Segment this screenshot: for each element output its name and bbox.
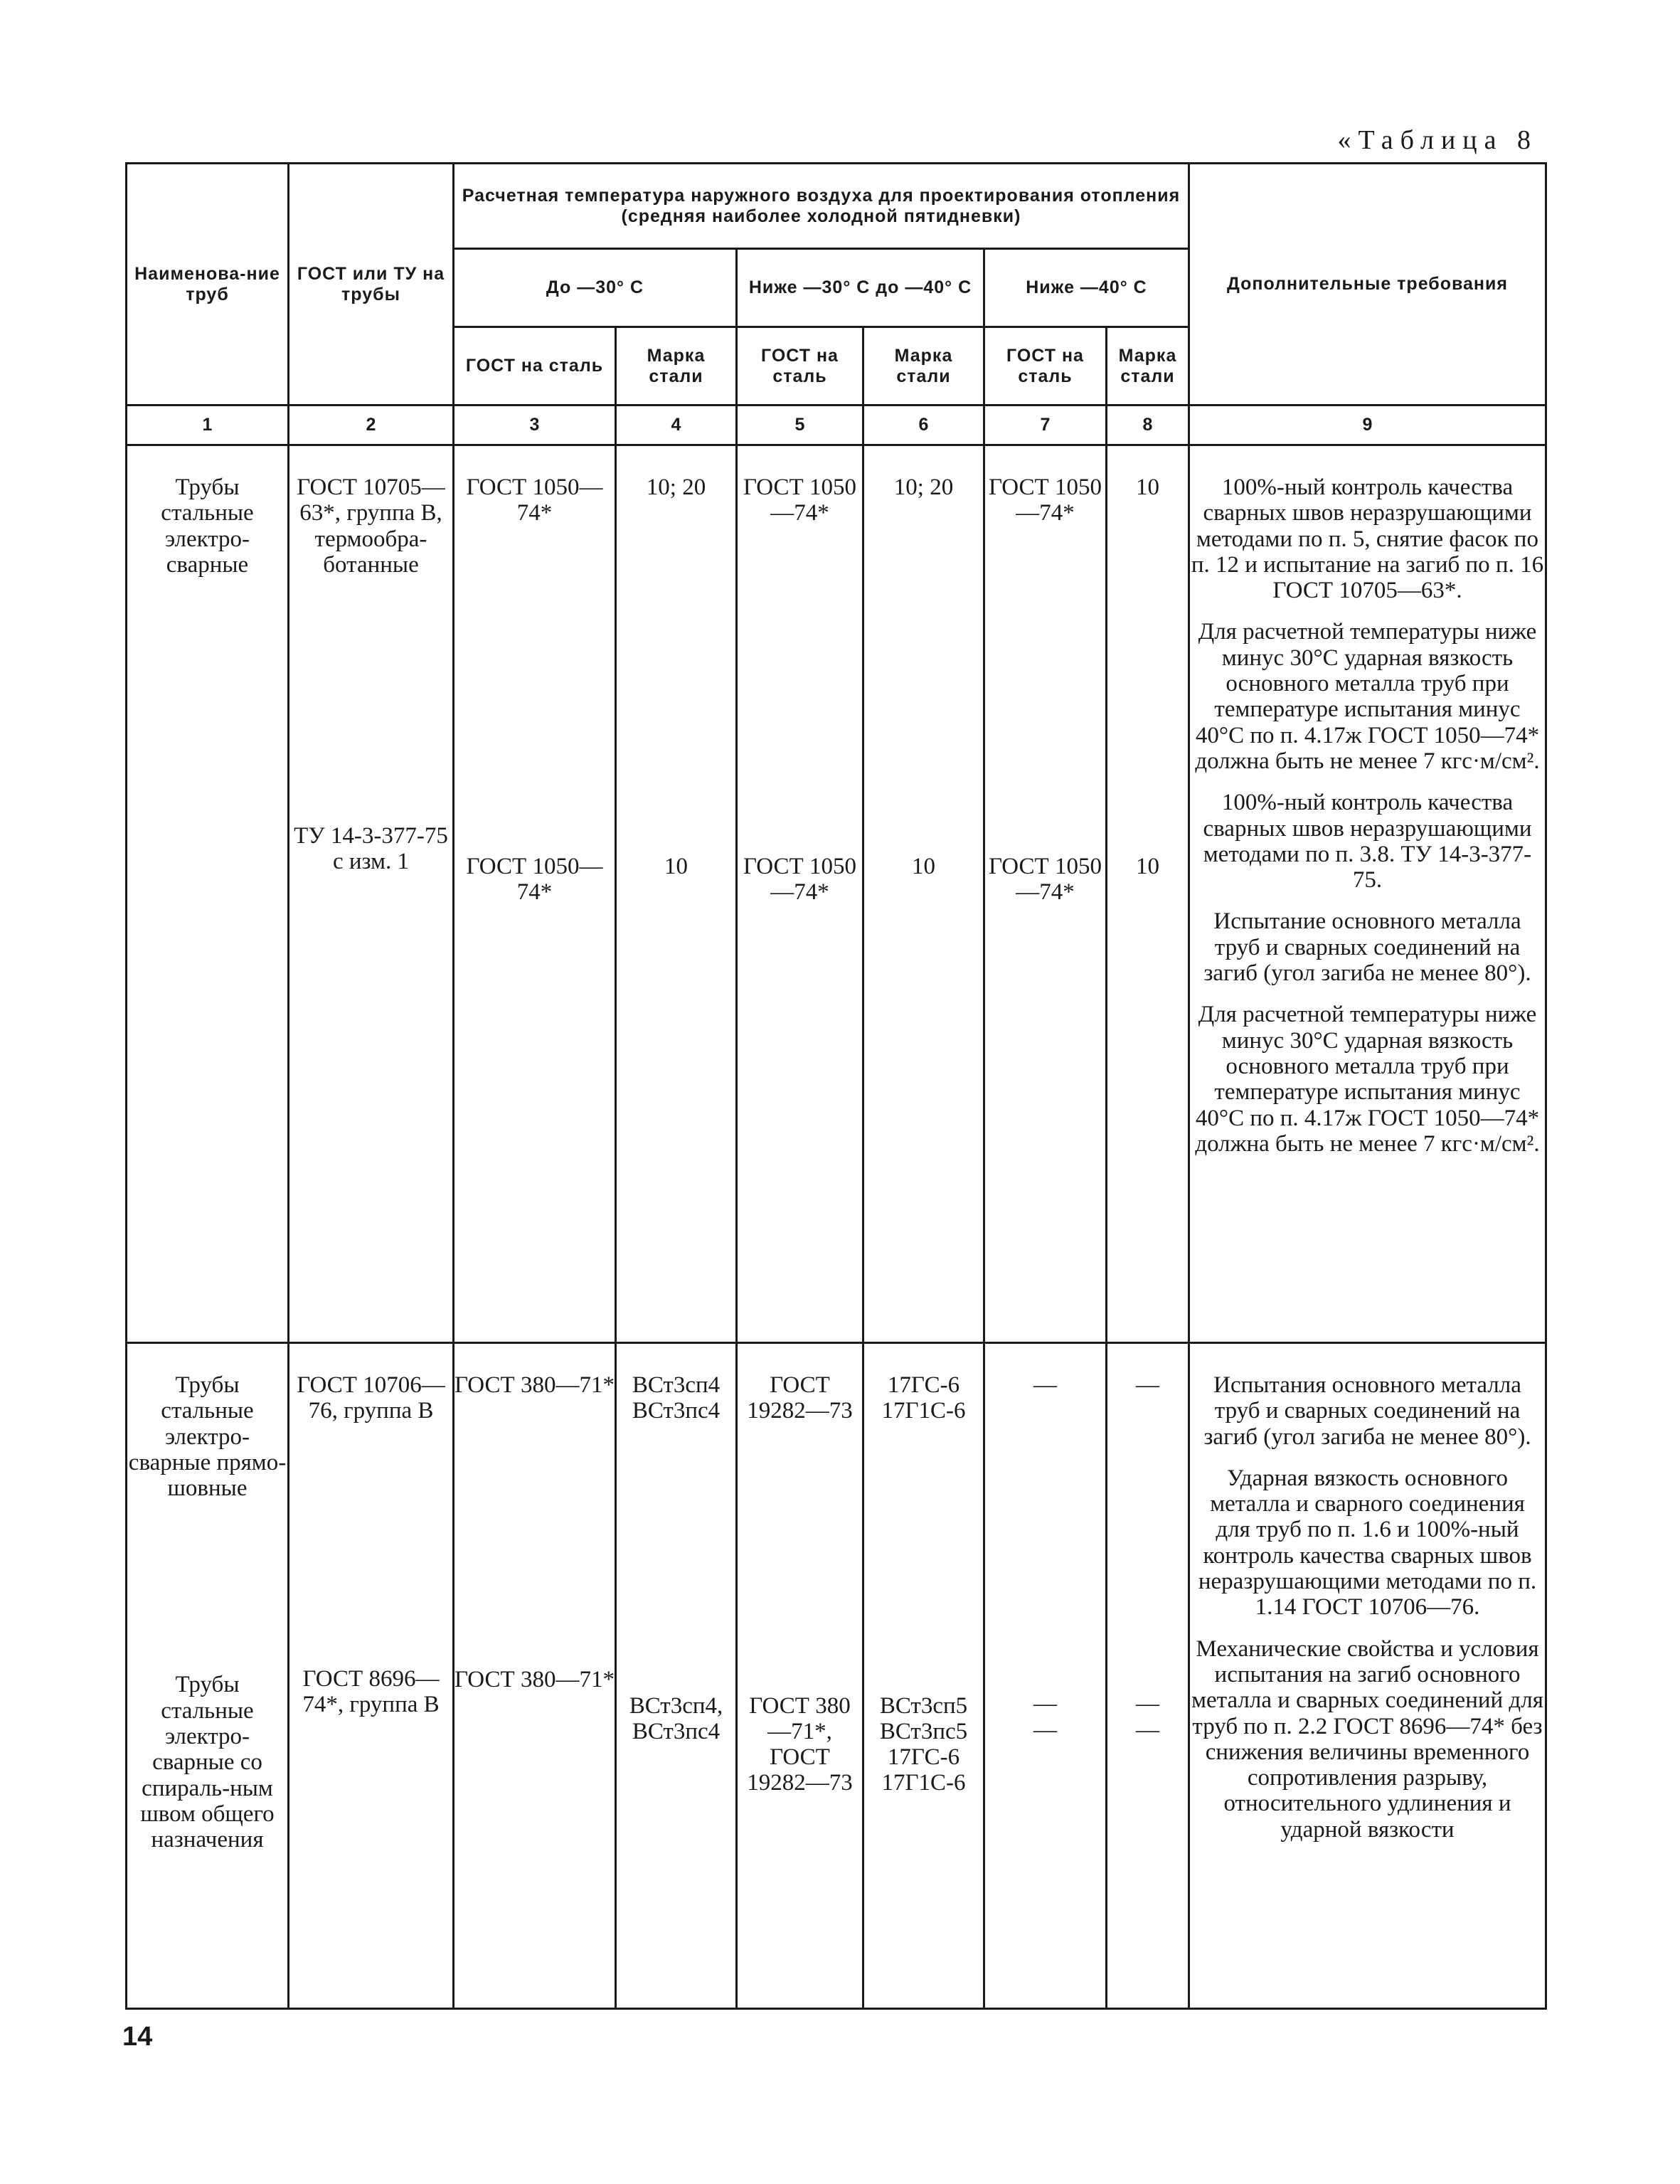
steel-standard: ГОСТ 380—71* [454,1667,615,1693]
steel-standard: ГОСТ 1050—74* [989,853,1102,905]
header-range-1: До —30° С [454,249,737,327]
steel-grade: 17ГС-6 17Г1С-6 [881,1372,966,1424]
column-number: 6 [863,405,984,445]
steel-standard: ГОСТ 19282—73 [747,1372,853,1424]
steel-standard: ГОСТ 1050—74* [743,853,856,905]
header-steel-gost-2: ГОСТ на сталь [737,327,863,405]
steel-grade: 10 [1136,854,1159,880]
steel-grade: 10; 20 [646,475,706,500]
steel-grade: 10 [1136,475,1159,500]
requirement-text: 100%-ный контроль качества сварных швов неразрушающими методами по п. 5, снятие фасок по п. 12 и испытание на загиб по п. 16 ГОСТ 10705—63*. [1191,475,1544,604]
pipe-standard: ГОСТ 8696—74*, группа В [302,1665,440,1717]
header-name: Наименова-ние труб [127,164,289,405]
table-caption: «Таблица 8 [1337,125,1538,155]
requirement-text: 100%-ный контроль качества сварных швов неразрушающими методами по п. 3.8. ТУ 14-3-377-75. [1203,790,1532,894]
pipe-standard: ТУ 14-3-377-75 с изм. 1 [294,823,448,875]
requirement-text: Испытания основного металла труб и сварных соединений на загиб (угол загиба не менее 80°). [1203,1372,1531,1450]
steel-grade: 10 [912,854,935,880]
steel-grade: 10 [664,854,688,880]
steel-standard: ГОСТ 1050—74* [466,853,603,905]
header-steel-grade-3: Марка стали [1107,327,1189,405]
column-number: 5 [737,405,863,445]
pipe-name: Трубы стальные электро-сварные [161,475,254,578]
column-number: 2 [289,405,454,445]
pipe-standard: ГОСТ 10706—76, группа В [297,1372,445,1424]
header-steel-gost-1: ГОСТ на сталь [454,327,616,405]
header-range-3: Ниже —40° С [984,249,1189,327]
header-range-2: Ниже —30° С до —40° С [737,249,984,327]
header-steel-gost-3: ГОСТ на сталь [984,327,1107,405]
pipe-name: Трубы стальные электро-сварные прямо-шовные [128,1372,287,1502]
header-gost: ГОСТ или ТУ на трубы [289,164,454,405]
empty-dash: — [1136,1717,1159,1743]
header-steel-grade-1: Марка стали [616,327,737,405]
steel-grade: ВСт3сп5 ВСт3пс5 17ГС-6 17Г1С-6 [879,1692,968,1796]
requirement-text: Для расчетной температуры ниже минус 30°С ударная вязкость основного металла труб при температуре испытания минус 40°С по п. 4.17ж ГОСТ 1050—74* должна быть не менее 7 кгс·м/см². [1195,619,1540,774]
steel-standard: ГОСТ 1050—74* [989,475,1102,526]
table-row [127,445,1546,1343]
steel-standard: ГОСТ 380—71* [454,1372,615,1398]
column-number: 8 [1107,405,1189,445]
requirement-text: Для расчетной температуры ниже минус 30°С ударная вязкость основного металла труб при температуре испытания минус 40°С по п. 4.17ж ГОСТ 1050—74* должна быть не менее 7 кгс·м/см². [1195,1002,1540,1157]
steel-standard: ГОСТ 1050—74* [466,475,603,526]
empty-dash: — [1033,1372,1057,1398]
empty-dash: — [1136,1691,1159,1717]
requirement-text: Механические свойства и условия испытания на загиб основного металла и сварных соединений для труб по п. 2.2 ГОСТ 8696—74* без снижения величины временного сопротивления разрыву, относительного удлинения и ударной вязкости [1191,1636,1543,1843]
steel-standard: ГОСТ 380—71*, ГОСТ 19282—73 [747,1692,853,1796]
column-number: 4 [616,405,737,445]
column-number: 3 [454,405,616,445]
steel-pipes-table [125,162,1547,2010]
pipe-name: Трубы стальные электро-сварные со спираль-ным швом общего назначения [140,1672,275,1853]
header-temperature: Расчетная температура наружного воздуха для проектирования отопления (средняя наиболее холодной пятидневки) [454,164,1189,249]
empty-dash: — [1033,1691,1057,1717]
column-number: 1 [127,405,289,445]
empty-dash: — [1136,1372,1159,1398]
steel-standard: ГОСТ 1050—74* [743,475,856,526]
requirement-text: Ударная вязкость основного металла и сварного соединения для труб по п. 1.6 и 100%-ный контроль качества сварных швов неразрушающими методами по п. 1.14 ГОСТ 10706—76. [1198,1465,1537,1621]
empty-dash: — [1033,1717,1057,1743]
header-extra-requirements: Дополнительные требования [1189,164,1546,405]
steel-grade: ВСт3сп4, ВСт3пс4 [629,1692,723,1744]
header-steel-grade-2: Марка стали [863,327,984,405]
pipe-standard: ГОСТ 10705—63*, группа В, термообра-ботанные [297,475,445,578]
table-row [127,1343,1546,2009]
steel-grade: 10; 20 [893,475,954,500]
column-number: 9 [1189,405,1546,445]
column-number: 7 [984,405,1107,445]
requirement-text: Испытание основного металла труб и сварных соединений на загиб (угол загиба не менее 80°). [1203,908,1531,987]
steel-grade: ВСт3сп4 ВСт3пс4 [632,1372,721,1424]
page-number: 14 [122,2022,153,2052]
